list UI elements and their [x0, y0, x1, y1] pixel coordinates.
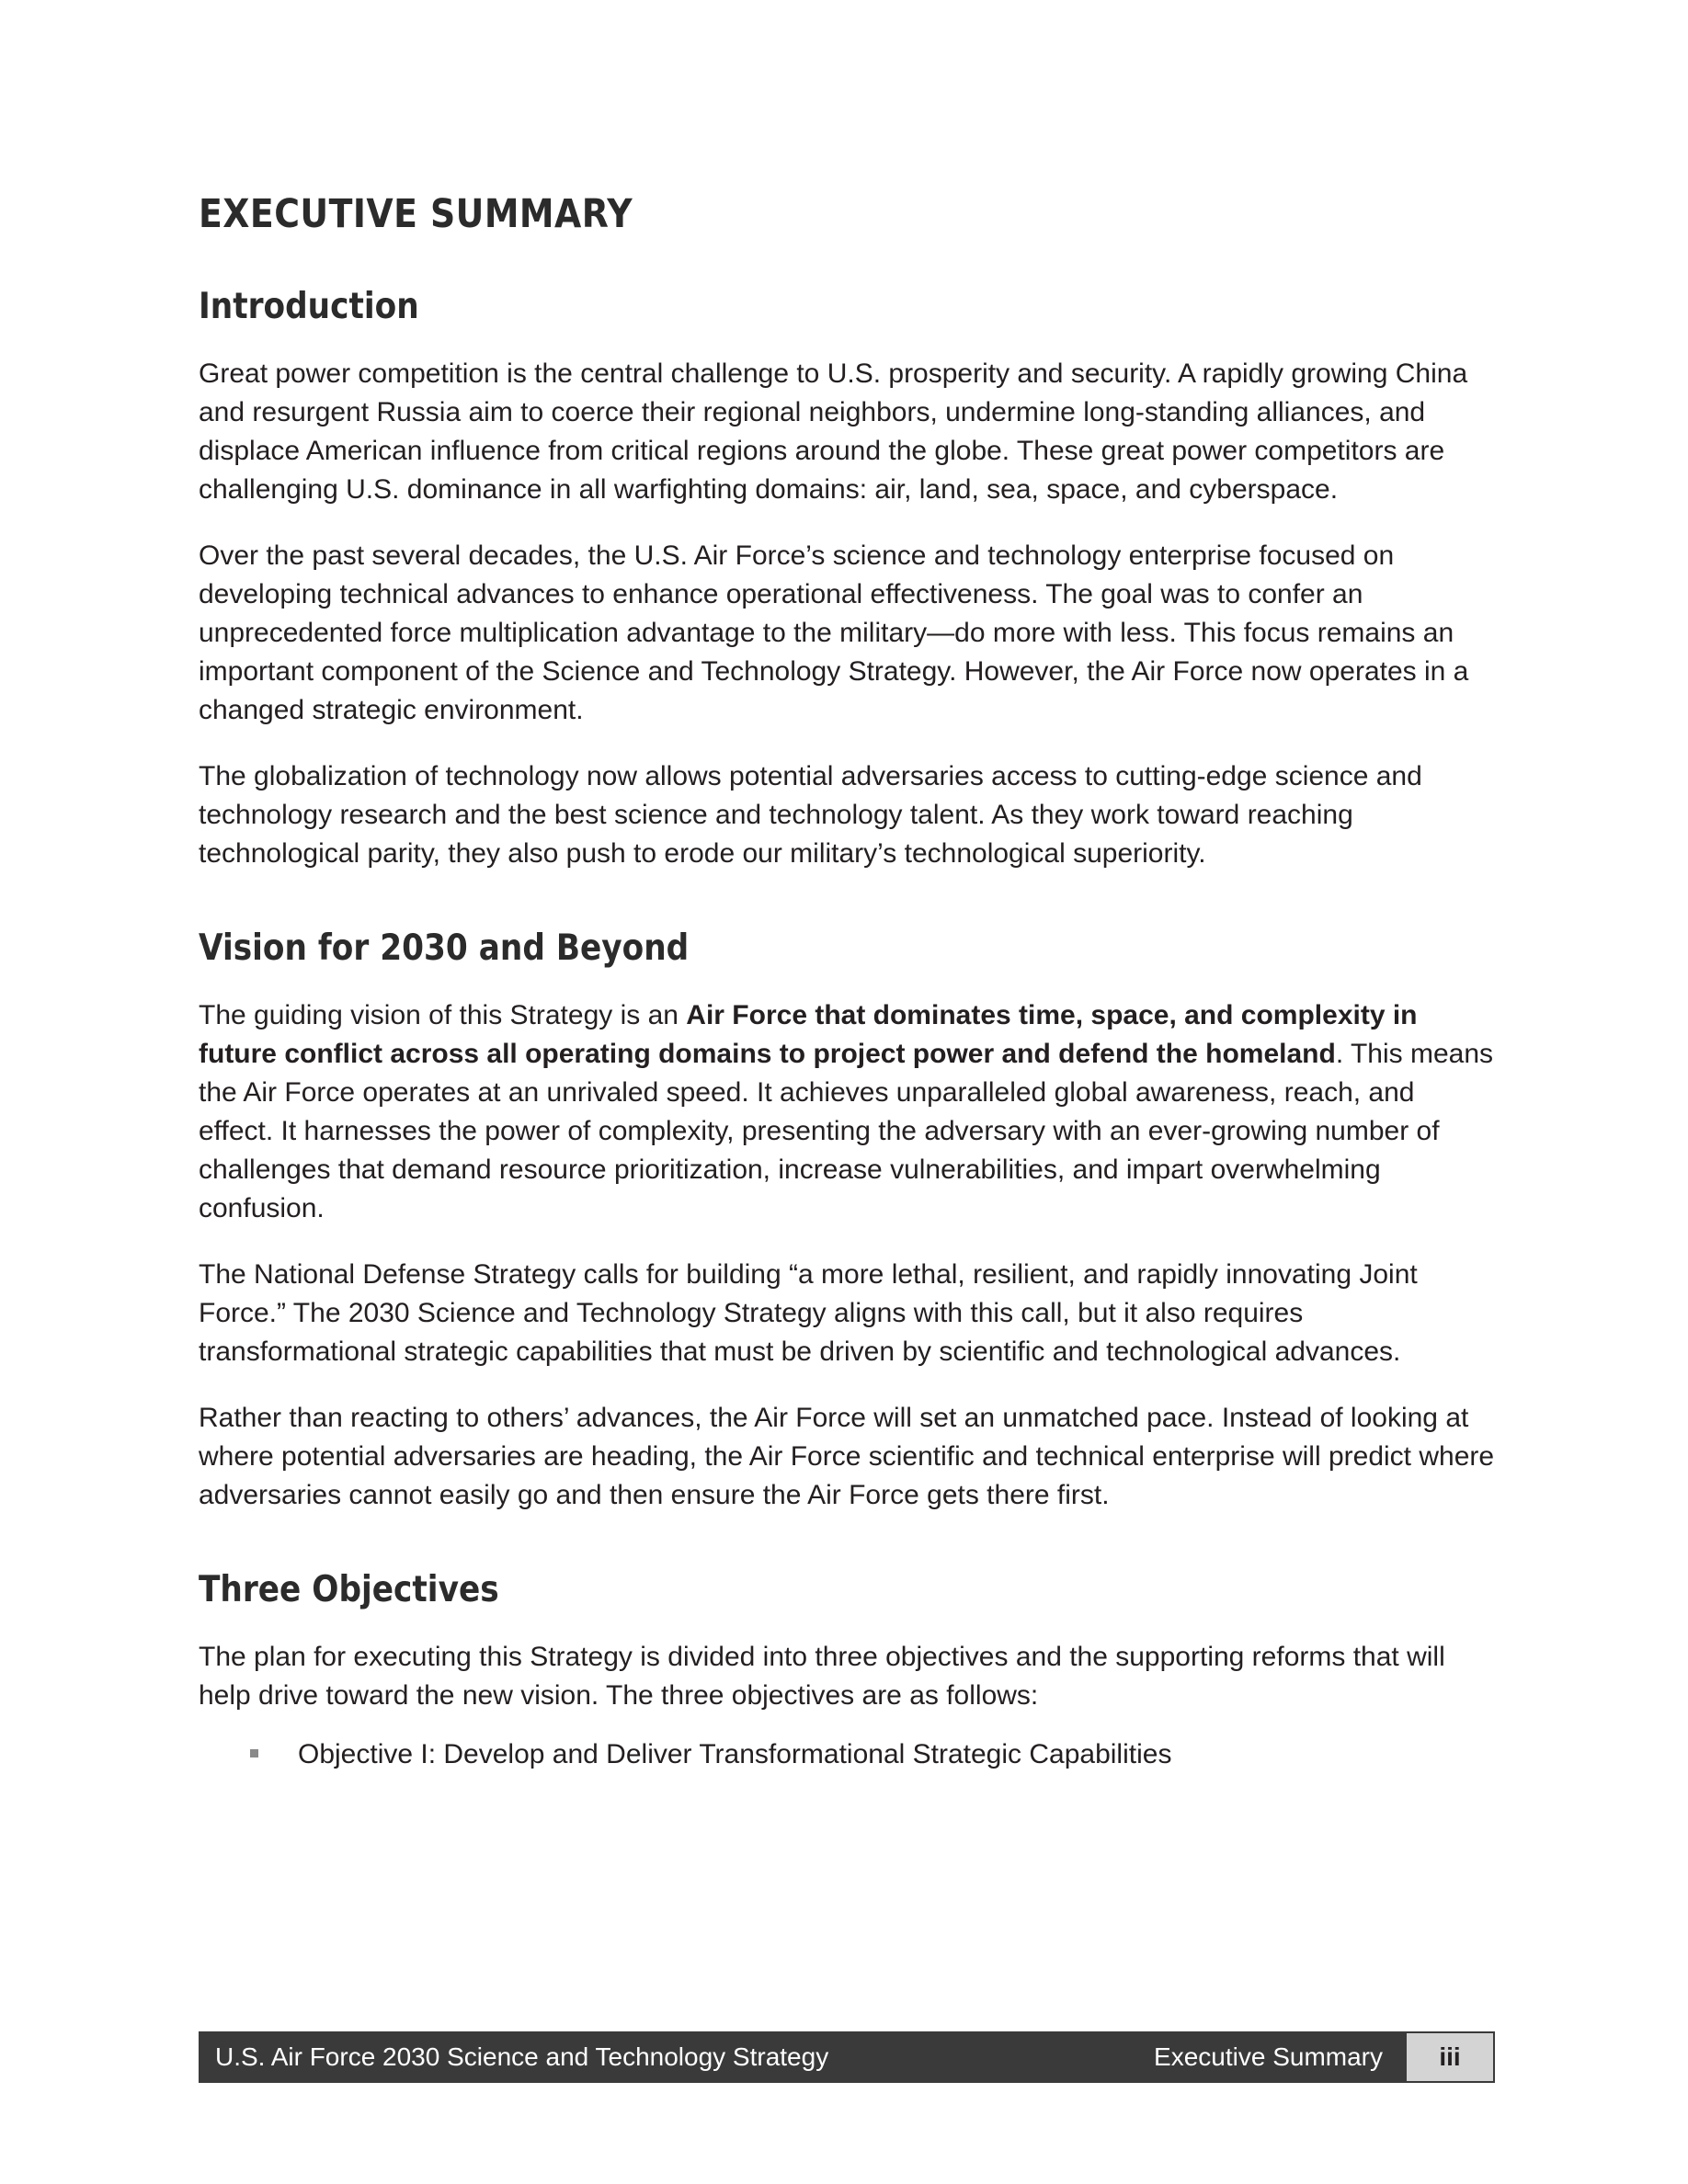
footer-page-number: iii	[1407, 2033, 1493, 2081]
footer-document-title: U.S. Air Force 2030 Science and Technology Strategy	[215, 2042, 829, 2071]
footer-section-name: Executive Summary	[1154, 2042, 1383, 2071]
vision-paragraph-1	[199, 996, 1495, 1228]
introduction-paragraph-1: Great power competition is the central challenge to U.S. prosperity and security. A rapidly growing China and resurgent Russia aim to coerce their regional neighbors, undermine long-standing alliances, and displace American influence from critical regions around the globe. These great power competitors are challenging U.S. dominance in all warfighting domains: air, land, sea, space, and cyberspace.	[199, 358, 1468, 505]
vision-p1-after: . This means the Air Force operates at an unrivaled speed. It achieves unparalleled global awareness, reach, and effect. It harnesses the power of complexity, presenting the adversary with an ever-growing number of challenges that demand resource prioritization, increase vulnerabilities, and impart overwhelming confusion.	[199, 1039, 1494, 1223]
introduction-paragraph-3: The globalization of technology now allows potential adversaries access to cutting-edge science and technology research and the best science and technology talent. As they work toward reaching technological parity, they also push to erode our military’s technological superiority.	[199, 761, 1422, 869]
introduction-paragraph-2: Over the past several decades, the U.S. Air Force’s science and technology enterprise focused on developing technical advances to enhance operational effectiveness. The goal was to confer an unprecedented force multiplication advantage to the military—do more with less. This focus remains an important component of the Science and Technology Strategy. However, the Air Force now operates in a changed strategic environment.	[199, 540, 1469, 725]
objectives-heading: Three Objectives	[199, 1569, 499, 1610]
objective-item-label: Objective I: Develop and Deliver Transformational Strategic Capabilities	[298, 1739, 1172, 1769]
introduction-heading: Introduction	[199, 286, 419, 327]
list-item	[250, 1735, 1495, 1774]
vision-heading: Vision for 2030 and Beyond	[199, 927, 690, 969]
page-footer	[199, 2031, 1495, 2083]
objectives-intro: The plan for executing this Strategy is divided into three objectives and the supporting reforms that will help drive toward the new vision. The three objectives are as follows:	[199, 1642, 1445, 1711]
vision-paragraph-3: Rather than reacting to others’ advances, the Air Force will set an unmatched pace. Instead of looking at where potential adversaries are heading, the Air Force scientific and technical enterprise will predict where adversaries cannot easily go and then ensure the Air Force gets there first.	[199, 1403, 1495, 1510]
vision-statement-bold: Air Force that dominates time, space, and complexity in future conflict across all operating domains to project power and defend the homeland	[199, 1000, 1418, 1069]
document-page	[199, 189, 1495, 1774]
objectives-list	[199, 1735, 1495, 1774]
vision-p1-before: The guiding vision of this Strategy is an	[199, 1000, 687, 1030]
square-bullet-icon	[250, 1749, 258, 1757]
vision-paragraph-2: The National Defense Strategy calls for building “a more lethal, resilient, and rapidly innovating Joint Force.” The 2030 Science and Technology Strategy aligns with this call, but it also requires transformational strategic capabilities that must be driven by scientific and technological advances.	[199, 1259, 1418, 1367]
page-title: EXECUTIVE SUMMARY	[199, 191, 633, 237]
